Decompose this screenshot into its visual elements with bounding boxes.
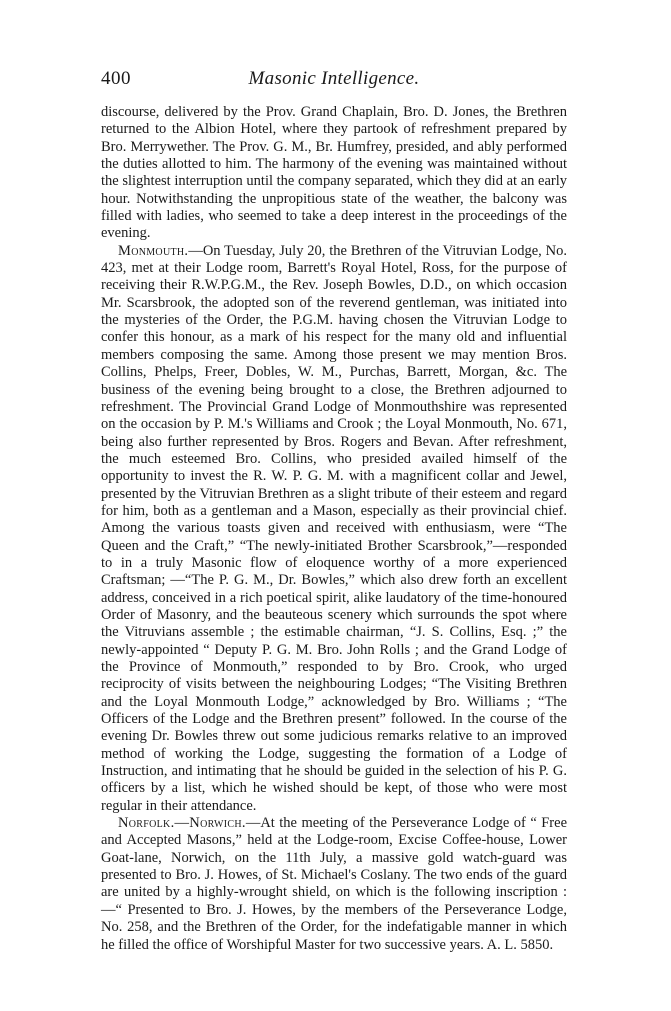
paragraph-text: —On Tuesday, July 20, the Brethren of the Vitruvian Lodge, No. 423, met at their Lodge room, Barrett's Royal Hotel, Ross, for the purpose of receiving their R.W.P.G.M., the Rev. Joseph Bowles, D.D., on which occasion Mr. Scarsbrook, the adopted son of the reverend gentleman, was initiated into the mysteries of the Order, the P.G.M. having chosen the Vitruvian Lodge to confer this honour, as a mark of his respect for the many old and influential members composing the same. Among those present we may mention Bros. Collins, Phelps, Freer, Dobles, W. M., Purchas, Barrett, Morgan, &c. The business of the evening being brought to a close, the Brethren adjourned to refreshment. The Provincial Grand Lodge of Monmouthshire was represented on the occasion by P. M.'s Williams and Crook ; the Loyal Monmouth, No. 671, being also further represented by Bros. Rogers and Bevan. After refreshment, the much esteemed Bro. Collins, who presided availed himself of the opportunity to invest the R. W. P. G. M. with a magnificent collar and Jewel, presented by the Vitruvian Brethren as a slight tribute of their esteem and regard for him, both as a gentleman and a Mason, especially as their provincial chief. Among the various toasts given and received with enthusiasm, were “The Queen and the Craft,” “The newly-initiated Brother Scarsbrook,”—responded to in a truly Masonic flow of eloquence worthy of a more experienced Craftsman; —“The P. G. M., Dr. Bowles,” which also drew forth an excellent address, conceived in a rich poetical spirit, alike laudatory of the time-honoured Order of Masonry, and the beauteous scenery which surrounds the spot where the Vitruvians assemble ; the estimable chairman, “J. S. Collins, Esq. ;” the newly-appointed “ Deputy P. G. M. Bro. John Rolls ; and the Grand Lodge of the Province of Monmouth,” responded to by Bro. Crook, who urged reciprocity of visits between the neighbouring Lodges; “The Visiting Brethren and the Loyal Monmouth Lodge,” acknowledged by Bro. Williams ; “The Officers of the Lodge and the Brethren present” followed. In the course of the evening Dr. Bowles threw out some judicious remarks relative to an improved method of working the Lodge, suggesting the formation of a Lodge of Instruction, and intimating that he should be guided in the selection of his P. G. officers by a list, which he wished should be kept, of those who were most regular in their attendance.	[101, 242, 567, 814]
paragraph-norfolk	[101, 815, 567, 954]
paragraph-text: —At the meeting of the Perseverance Lodge of “ Free and Accepted Masons,” held at the Lodge-room, Excise Coffee-house, Lower Goat-lane, Norwich, on the 11th July, a massive gold watch-guard was presented to Bro. J. Howes, of St. Michael's Coslany. The two ends of the guard are united by a highly-wrought shield, on which is the following inscription :—“ Presented to Bro. J. Howes, by the members of the Perseverance Lodge, No. 258, and the Brethren of the Order, for the indefatigable manner in which he filled the office of Worshipful Master for two successive years. A. L. 5850.	[101, 815, 567, 953]
page-header	[101, 66, 567, 96]
paragraph-continued-discourse	[101, 104, 567, 243]
body-text	[101, 104, 567, 954]
section-heading-monmouth: Monmouth.	[118, 242, 189, 259]
running-title: Masonic Intelligence.	[248, 68, 420, 89]
section-heading-norfolk: Norfolk.—Norwich.	[118, 815, 246, 832]
paragraph-monmouth	[101, 243, 567, 815]
page-number: 400	[101, 68, 131, 89]
paragraph-text: discourse, delivered by the Prov. Grand Chaplain, Bro. D. Jones, the Brethren returned to the Albion Hotel, where they partook of refreshment prepared by Bro. Merrywether. The Prov. G. M., Br. Humfrey, presided, and ably performed the duties allotted to him. The harmony of the evening was maintained without the slightest interruption until the company separated, which they did at an early hour. Notwithstanding the unpropitious state of the weather, the balcony was filled with ladies, who seemed to take a deep interest in the proceedings of the evening.	[101, 104, 567, 242]
